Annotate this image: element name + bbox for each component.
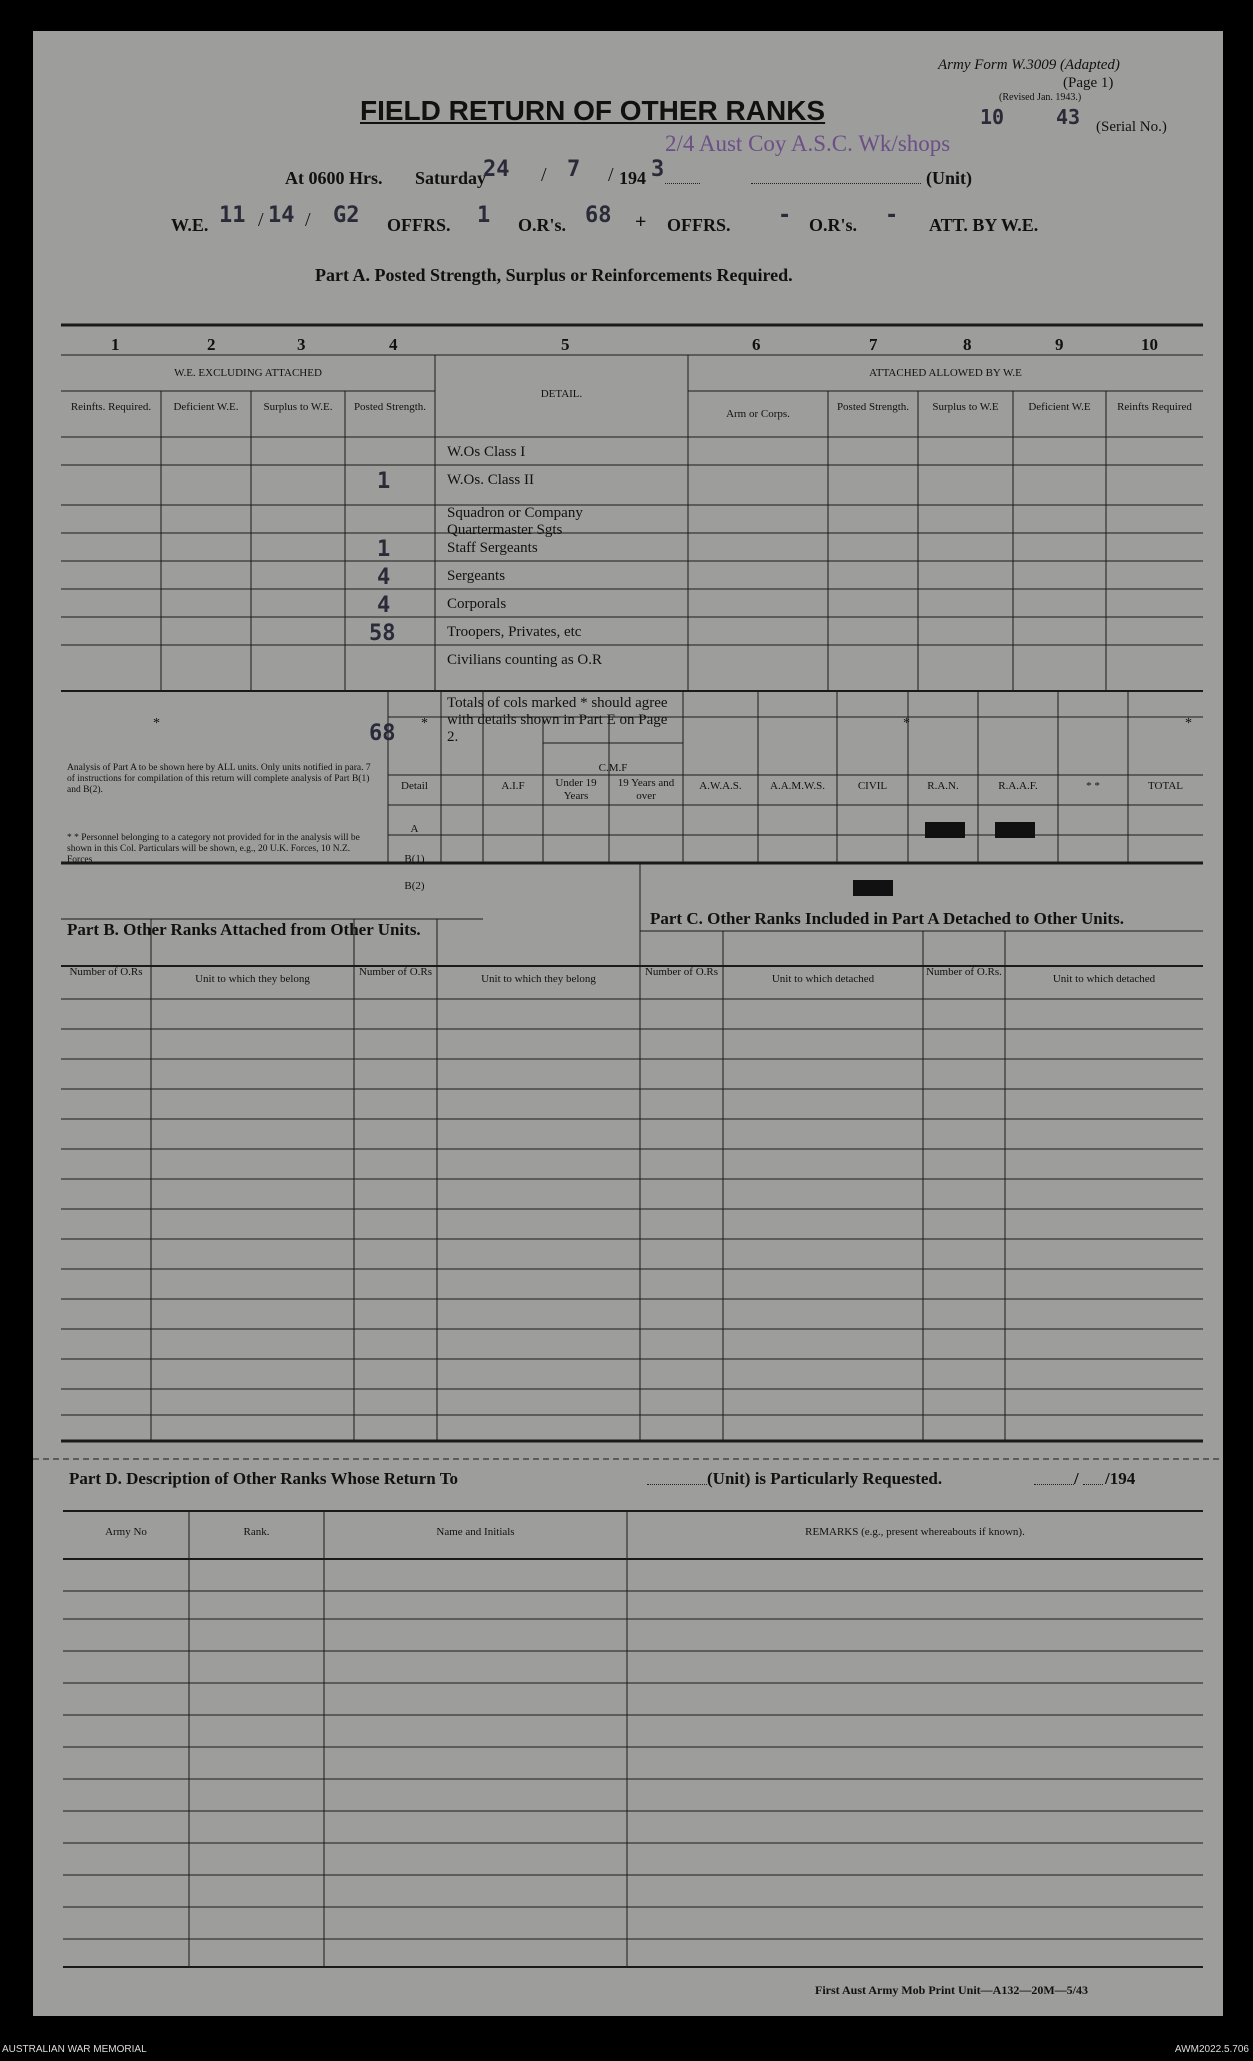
ors2-label: O.R's. <box>809 215 858 235</box>
reinfts-required-heading: Reinfts. Required. <box>70 401 152 413</box>
part-b-num-heading: Number of O.Rs <box>69 966 143 978</box>
printer-imprint: First Aust Army Mob Print Unit—A132—20M—5/43 <box>815 1983 1088 1997</box>
ors-label: O.R's. <box>518 215 567 235</box>
col-number-9: 9 <box>1055 335 1064 354</box>
we-value-1: 11 <box>219 203 246 228</box>
posted-sergeants: 4 <box>377 565 391 590</box>
part-d-title-year: /194 <box>1105 1469 1136 1488</box>
archive-accession: AWM2022.5.706 <box>1174 2044 1249 2055</box>
part-c-num-heading-2: Number of O.Rs. <box>926 966 1002 978</box>
date-day: 24 <box>483 157 510 182</box>
offrs-label: OFFRS. <box>387 215 451 235</box>
revised-date: (Revised Jan. 1943.) <box>999 92 1082 103</box>
analysis-other-heading: * * <box>1086 780 1100 792</box>
part-c-unit-heading: Unit to which detached <box>771 973 875 985</box>
col-number-4: 4 <box>389 335 398 354</box>
detail-row-wo-class-2: W.Os. Class II <box>447 472 534 488</box>
analysis-aif-heading: A.I.F <box>501 780 525 792</box>
col-number-2: 2 <box>207 335 216 354</box>
part-c-title: Part C. Other Ranks Included in Part A Detached to Other Units. <box>650 909 1124 928</box>
analysis-aamws-heading: A.A.M.W.S. <box>770 780 825 792</box>
we-value-3: G2 <box>333 203 360 228</box>
surplus-we-heading: Surplus to W.E. <box>263 401 333 413</box>
detail-row-corporals: Corporals <box>447 596 507 612</box>
att-surplus-heading: Surplus to W.E <box>932 401 999 413</box>
redaction-ran <box>925 822 965 838</box>
att-deficient-heading: Deficient W.E <box>1028 401 1091 413</box>
unit-stamp: 2/4 Aust Coy A.S.C. Wk/shops <box>665 131 951 156</box>
we-label: W.E. <box>171 215 209 235</box>
posted-totals: 68 <box>369 721 396 746</box>
form-sheet: Army Form W.3009 (Adapted) (Page 1) (Revised Jan. 1943.) FIELD RETURN OF OTHER RANKS 10 43 (Serial No.) 2/4 Aust Coy A.S.C. Wk/shops At 0600 Hrs. Saturday 24 / 7 / 194 3 (Unit) W.E. 11 / 14 / G2 OFFRS. 1 O.R's. 68 + OFFRS. - O.R's. - ATT. BY W.E. Part A. Posted Strength, Surplus or Reinforcements Required. 1 2 3 4 5 6 7 8 9 10 W.E. EXCLUDING ATTACHED ATTACHED ALLOWED BY W.E DETAIL. Reinfts. Required. Deficient W.E. Surplus to W.E. Posted Strength. Arm or Corps. Posted Strength. Surplus to W.E Deficient W.E Reinfts Required W.Os Class I W.Os. Class II 1 Squadron or Company Quartermaster Sgts Staff Sergeants 1 Sergeants 4 Corporals 4 Troopers, Privates, etc 58 Civilians counting as O.R Totals of cols marked * should agree with details shown in Part E on Page 2. 68 * * * * Analysis of Part A to be shown here by ALL units. Only units notified in para. 7 of instructions for compilation of this return will complete analysis of Part B(1) and B(2). * * Personnel belonging to a category not provided for in the analysis will be shown in this Col. Particulars will be shown, e.g., 20 U.K. Forces, 10 N.Z. Forces Detail A.I.F C.M.F Under 19 Years 19 Years and over A.W.A.S. A.A.M.W.S. CIVIL R.A.N. R.A.A.F. * * TOTAL A B(1) B(2) Part B. Other Ranks Attached from Other Units. Number of O.Rs Unit to which they belong Number of O.Rs Unit to which they belong Part C. Other Ranks Included in Part A Detached to Other Units. Number of O.Rs Unit to which detached Number of O.Rs. Unit to which detached Part D. Description of Other Ranks Whose Return To (Unit) is Particularly Requested. / /194 Army No Rank. Name and Initials REMARKS (e.g., present whereabouts if known). First Aust Army Mob Print Unit—A132—20M—5/43 <box>33 31 1223 2016</box>
analysis-awas-heading: A.W.A.S. <box>699 780 742 792</box>
att-posted-strength-heading: Posted Strength. <box>836 401 910 413</box>
part-d-name-heading: Name and Initials <box>436 1526 515 1538</box>
part-c-unit-heading-2: Unit to which detached <box>1052 973 1156 985</box>
serial-number-2: 43 <box>1056 105 1081 129</box>
page-number: (Page 1) <box>1063 75 1114 91</box>
star-col1: * <box>153 716 160 731</box>
col-number-7: 7 <box>869 335 878 354</box>
offrs2-label: OFFRS. <box>667 215 731 235</box>
redaction-civil <box>853 880 893 896</box>
part-a-title: Part A. Posted Strength, Surplus or Reinforcements Required. <box>315 265 793 285</box>
serial-label: (Serial No.) <box>1096 119 1167 135</box>
day-label: Saturday <box>415 168 487 188</box>
analysis-over19-heading: 19 Years and over <box>617 777 675 802</box>
deficient-we-heading: Deficient W.E. <box>173 401 239 413</box>
plus-sign: + <box>635 211 647 233</box>
analysis-raaf-heading: R.A.A.F. <box>998 780 1038 792</box>
archive-name: AUSTRALIAN WAR MEMORIAL <box>2 2044 147 2055</box>
star-col4: * <box>421 716 428 731</box>
col-number-3: 3 <box>297 335 306 354</box>
col-number-6: 6 <box>752 335 761 354</box>
part-d-remarks-heading: REMARKS (e.g., present whereabouts if known). <box>805 1526 1025 1538</box>
page-title: FIELD RETURN OF OTHER RANKS <box>360 95 826 126</box>
posted-wo-class-2: 1 <box>377 469 391 494</box>
offrs-value: 1 <box>477 203 491 228</box>
analysis-note-1: Analysis of Part A to be shown here by ALL units. Only units notified in para. 7 of instructions for compilation of this return will complete analysis of Part B(1) and B(2). <box>67 763 371 795</box>
posted-corporals: 4 <box>377 593 391 618</box>
ors2-value: - <box>885 203 899 228</box>
detail-row-wo-class-1: W.Os Class I <box>447 444 526 460</box>
analysis-total-heading: TOTAL <box>1148 780 1183 792</box>
form-grid <box>33 31 1223 2016</box>
detail-row-sergeants: Sergeants <box>447 568 506 584</box>
unit-label: (Unit) <box>926 168 972 188</box>
analysis-under19-heading: Under 19 Years <box>555 777 597 802</box>
col-number-10: 10 <box>1141 335 1158 354</box>
att-label: ATT. BY W.E. <box>929 215 1039 235</box>
detail-row-staff-sgts: Staff Sergeants <box>447 540 538 556</box>
analysis-row-b2: B(2) <box>404 880 425 892</box>
analysis-civil-heading: CIVIL <box>857 780 888 792</box>
part-c-num-heading: Number of O.Rs <box>644 966 719 978</box>
analysis-row-b1: B(1) <box>404 853 425 865</box>
arm-corps-heading: Arm or Corps. <box>726 408 790 420</box>
col-number-5: 5 <box>561 335 570 354</box>
analysis-ran-heading: R.A.N. <box>927 780 959 792</box>
analysis-row-a: A <box>410 823 419 835</box>
year-suffix: 3 <box>651 157 665 182</box>
att-reinfts-heading: Reinfts Required <box>1117 401 1192 413</box>
archive-footer <box>0 2040 1253 2061</box>
ors-value: 68 <box>585 203 612 228</box>
col-number-1: 1 <box>111 335 120 354</box>
year-prefix: 194 <box>619 168 646 188</box>
posted-staff-sgts: 1 <box>377 537 391 562</box>
col-number-8: 8 <box>963 335 972 354</box>
we-excluding-heading: W.E. EXCLUDING ATTACHED <box>174 367 322 379</box>
time-label: At 0600 Hrs. <box>285 168 383 188</box>
offrs2-value: - <box>778 203 792 228</box>
form-id: Army Form W.3009 (Adapted) <box>938 57 1120 73</box>
star-col10: * <box>1185 716 1192 731</box>
detail-heading: DETAIL. <box>540 388 583 400</box>
detail-row-civilians: Civilians counting as O.R <box>447 652 602 668</box>
detail-row-privates: Troopers, Privates, etc <box>447 624 582 640</box>
star-col7: * <box>903 716 910 731</box>
analysis-note-2: * * Personnel belonging to a category not provided for in the analysis will be shown in this Col. Particulars will be shown, e.g., 20 U.K. Forces, 10 N.Z. Forces <box>67 833 360 865</box>
part-d-army-no-heading: Army No <box>105 1526 147 1538</box>
serial-number-1: 10 <box>980 105 1005 129</box>
part-b-title: Part B. Other Ranks Attached from Other Units. <box>67 920 421 939</box>
date-month: 7 <box>567 157 581 182</box>
detail-row-totals: Totals of cols marked * should agree with details shown in Part E on Page 2. <box>447 695 668 745</box>
part-d-title: Part D. Description of Other Ranks Whose Return To <box>69 1469 458 1488</box>
posted-privates: 58 <box>369 621 396 646</box>
analysis-detail-heading: Detail <box>401 780 428 792</box>
attached-allowed-heading: ATTACHED ALLOWED BY W.E <box>869 367 1022 379</box>
detail-row-qm-sgts: Squadron or Company Quartermaster Sgts <box>447 505 583 538</box>
part-b-unit-heading-2: Unit to which they belong <box>481 973 596 985</box>
posted-strength-heading: Posted Strength. <box>353 401 427 413</box>
part-b-num-heading-2: Number of O.Rs <box>358 966 433 978</box>
we-value-2: 14 <box>268 203 295 228</box>
part-b-unit-heading: Unit to which they belong <box>195 973 310 985</box>
analysis-cmf-heading: C.M.F <box>598 762 628 774</box>
redaction-raaf <box>995 822 1035 838</box>
part-d-title-unit: (Unit) is Particularly Requested. <box>707 1469 943 1488</box>
part-d-rank-heading: Rank. <box>243 1526 270 1538</box>
